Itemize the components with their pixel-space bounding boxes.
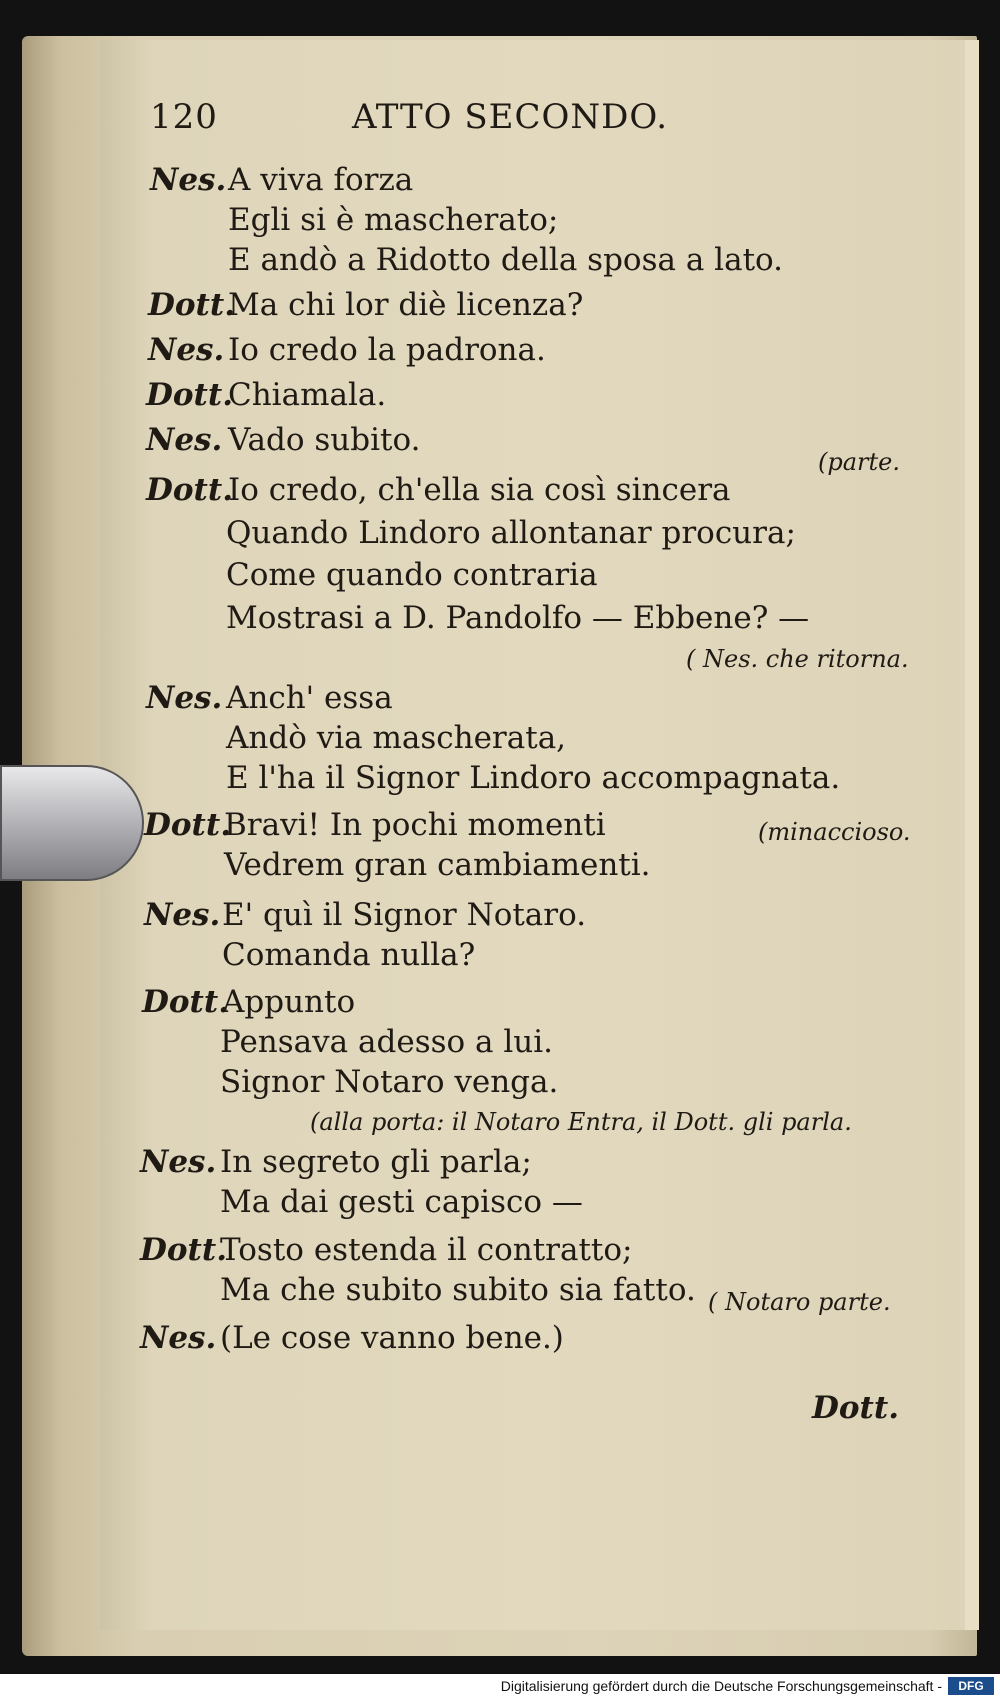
verse-line: Bravi! In pochi momenti [224,807,606,843]
verse-line: Quando Lindoro allontanar procura; [226,515,796,551]
verse-line: In segreto gli parla; [220,1144,532,1180]
stage-direction: (alla porta: il Notaro Entra, il Dott. gli parla. [310,1108,852,1136]
verse-line: Andò via mascherata, [226,720,567,756]
verse-line: Mostrasi a D. Pandolfo — Ebbene? — [226,600,810,636]
verse-line: Io credo la padrona. [228,332,546,368]
verse-line: Comanda nulla? [222,937,476,973]
speaker-label: Nes. [140,1320,217,1356]
speaker-label: Nes. [148,332,225,368]
page-clip [0,765,144,881]
verse-line: Egli si è mascherato; [228,202,559,238]
verse-line: Vedrem gran cambiamenti. [224,847,651,883]
speaker-label: Nes. [146,680,223,716]
dfg-logo: DFG [948,1677,994,1695]
verse-line: Ma chi lor diè licenza? [228,287,584,323]
speaker-label: Nes. [146,422,223,458]
speaker-label: Dott. [146,377,233,413]
stage-direction: (parte. [818,448,900,476]
stage-direction: ( Nes. che ritorna. [686,645,909,673]
verse-line: E' quì il Signor Notaro. [222,897,587,933]
verse-line: E andò a Ridotto della sposa a lato. [228,242,784,278]
speaker-label: Dott. [142,984,229,1020]
catchword: Dott. [812,1390,899,1426]
verse-line: Vado subito. [228,422,421,458]
verse-line: Appunto [222,984,356,1020]
verse-line: Chiamala. [228,377,387,413]
verse-line: E l'ha il Signor Lindoro accompagnata. [226,760,841,796]
footer-bar [0,1674,1000,1699]
verse-line: Ma dai gesti capisco — [220,1184,583,1220]
page-edge [965,40,979,1630]
verse-line: A viva forza [228,162,414,198]
speaker-label: Dott. [146,472,233,508]
verse-line: Come quando contraria [226,557,598,593]
verse-line: Pensava adesso a lui. [220,1024,554,1060]
speaker-label: Nes. [144,897,221,933]
verse-line: Ma che subito subito sia fatto. [220,1272,696,1308]
speaker-label: Dott. [148,287,235,323]
verse-line: (Le cose vanno bene.) [220,1320,564,1356]
footer-credit: Digitalisierung gefördert durch die Deutsche Forschungsgemeinschaft - [500,1678,942,1694]
speaker-label: Nes. [140,1144,217,1180]
stage-direction: (minaccioso. [758,818,911,846]
speaker-label: Nes. [150,162,227,198]
verse-line: Tosto estenda il contratto; [220,1232,633,1268]
speaker-label: Dott. [144,807,231,843]
verse-line: Anch' essa [226,680,393,716]
page-number: 120 [150,97,218,137]
stage-direction: ( Notaro parte. [708,1288,891,1316]
verse-line: Signor Notaro venga. [220,1064,559,1100]
running-title: ATTO SECONDO. [352,97,669,137]
verse-line: Io credo, ch'ella sia così sincera [228,472,731,508]
speaker-label: Dott. [140,1232,227,1268]
